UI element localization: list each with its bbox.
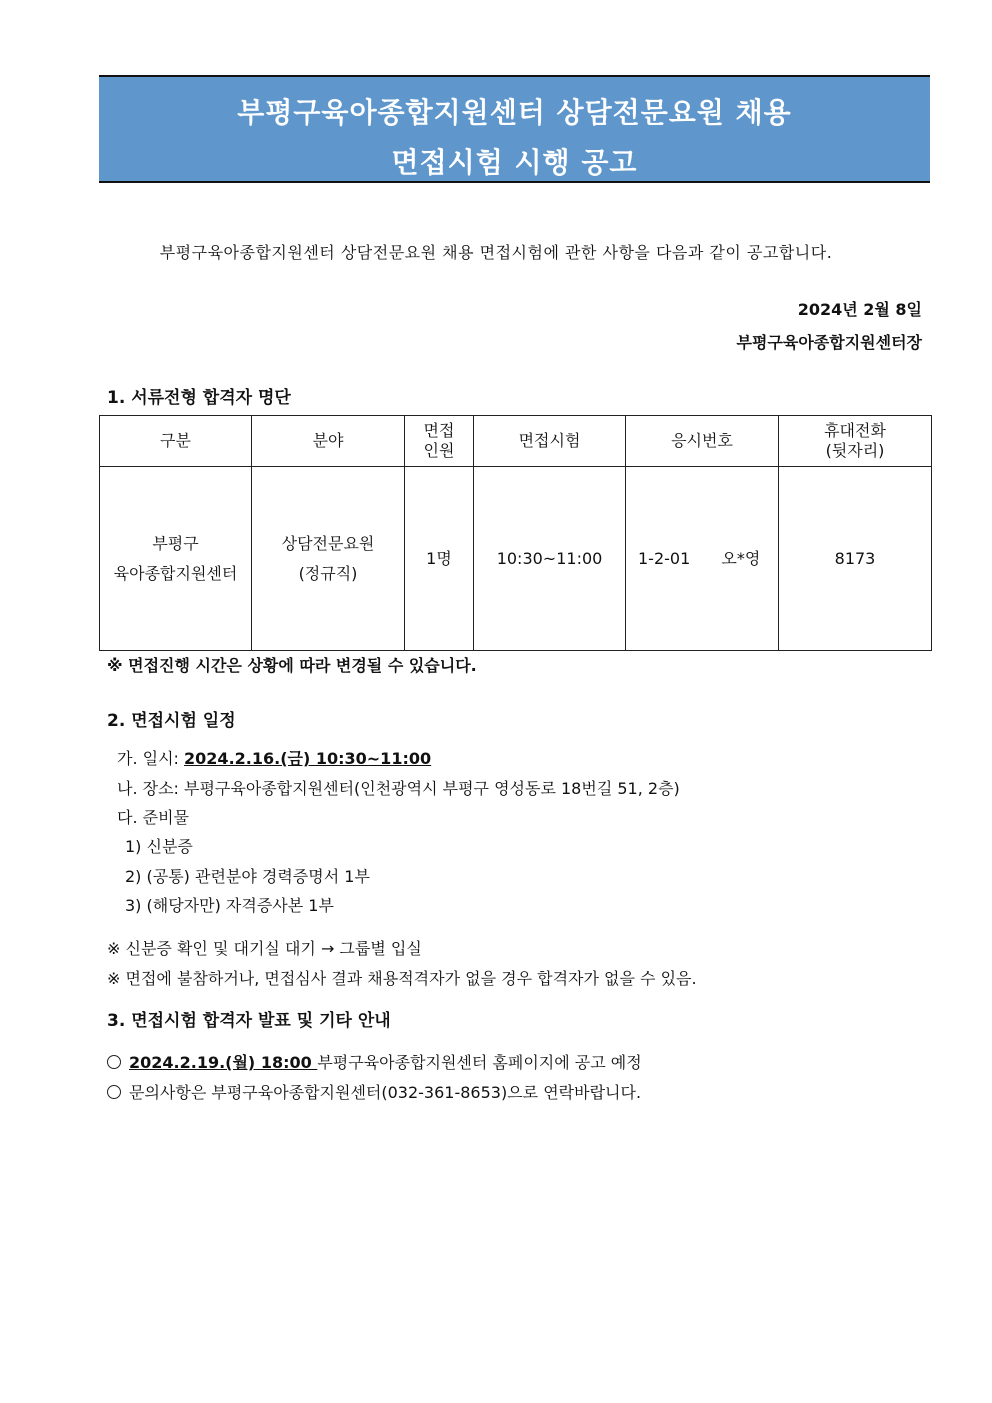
prep-item: 2) (공통) 관련분야 경력증명서 1부 [125, 867, 370, 886]
schedule-note-1: ※ 신분증 확인 및 대기실 대기 → 그룹별 입실 [107, 939, 422, 958]
cell-category [100, 467, 252, 651]
title-line-2: 면접시험 시행 공고 [391, 146, 638, 179]
header-category: 구분 [100, 416, 252, 467]
circle-bullet-icon [107, 1055, 121, 1069]
schedule-note-2: ※ 면접에 불참하거나, 면접심사 결과 채용적격자가 없을 경우 합격자가 없을 수 있음. [107, 969, 697, 988]
notice-item-1 [107, 1050, 642, 1073]
notice-item-2 [107, 1080, 641, 1103]
org-line-1: 부평구 [152, 533, 199, 553]
announcement-date: 2024년 2월 8일 [797, 300, 922, 319]
cell-count: 1명 [405, 467, 474, 651]
signer: 부평구육아종합지원센터장 [736, 333, 922, 352]
header-exam-number: 응시번호 [626, 416, 779, 467]
header-interview-time: 면접시험 [474, 416, 626, 467]
schedule-date-value: 2024.2.16.(금) 10:30~11:00 [184, 749, 432, 768]
title-banner [99, 75, 930, 183]
section-2-heading: 2. 면접시험 일정 [107, 711, 236, 731]
intro-text: 부평구육아종합지원센터 상담전문요원 채용 면접시험에 관한 사항을 다음과 같이 공고합니다. [159, 243, 833, 262]
candidate-table [99, 415, 932, 651]
cell-phone: 8173 [779, 467, 932, 651]
schedule-place: 나. 장소: 부평구육아종합지원센터(인천광역시 부평구 영성동로 18번길 51, 2층) [117, 779, 680, 798]
org-line-2: 육아종합지원센터 [113, 563, 238, 583]
section-1-heading: 1. 서류전형 합격자 명단 [107, 388, 291, 408]
prep-item: 3) (해당자만) 자격증사본 1부 [125, 896, 334, 915]
result-text: 부평구육아종합지원센터 홈페이지에 공고 예정 [317, 1053, 642, 1072]
schedule-date [117, 746, 431, 769]
schedule-prep: 다. 준비물 [117, 808, 189, 827]
table-header-row [100, 416, 932, 467]
title-line-1: 부평구육아종합지원센터 상담전문요원 채용 [237, 96, 792, 129]
field-line-1: 상담전문요원 [281, 533, 375, 553]
candidate-name: 오*영 [721, 548, 761, 568]
section-3-heading: 3. 면접시험 합격자 발표 및 기타 안내 [107, 1011, 391, 1031]
table-row [100, 467, 932, 651]
exam-no: 1-2-01 [638, 548, 691, 568]
cell-exam-number [626, 467, 779, 651]
header-phone: 휴대전화 (뒷자리) [779, 416, 932, 467]
prep-item: 1) 신분증 [125, 837, 193, 856]
cell-interview-time: 10:30~11:00 [474, 467, 626, 651]
result-date: 2024.2.19.(월) 18:00 [129, 1053, 318, 1072]
circle-bullet-icon [107, 1085, 121, 1099]
table-note: ※ 면접진행 시간은 상황에 따라 변경될 수 있습니다. [107, 656, 477, 675]
header-field: 분야 [252, 416, 405, 467]
contact-text: 문의사항은 부평구육아종합지원센터(032-361-8653)으로 연락바랍니다. [129, 1083, 642, 1102]
schedule-date-label: 가. 일시: [117, 749, 185, 768]
field-line-2: (정규직) [298, 563, 358, 583]
cell-field [252, 467, 405, 651]
header-count: 면접 인원 [405, 416, 474, 467]
